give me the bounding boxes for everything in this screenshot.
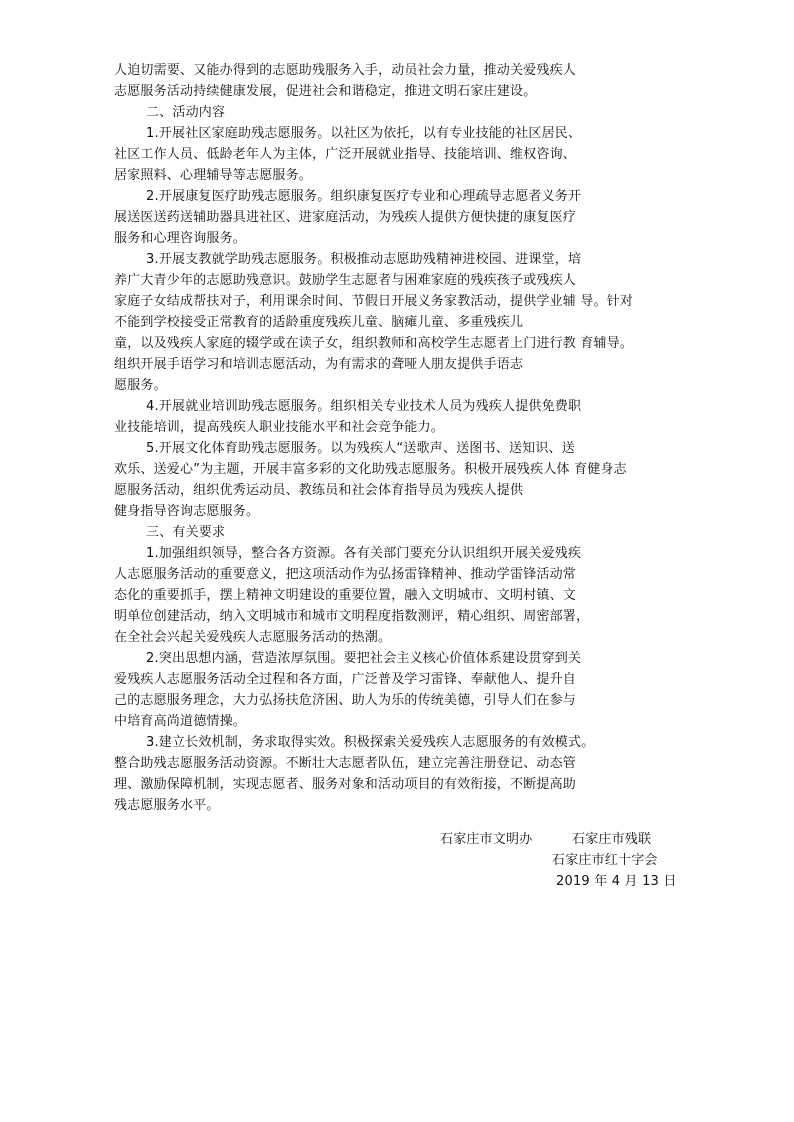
body-line-9: 服务和心理咨询服务。 [114,231,247,246]
body-line-26: 态化的重要抓手，摆上精神文明建设的重要位置，融入文明城市、文明村镇、文 [114,588,577,603]
body-line-12: 家庭子女结成帮扶对子，利用课余时间、节假日开展义务家教活动，提供学业辅 导。针对 [114,294,634,309]
body-line-21: 愿服务活动，组织优秀运动员、教练员和社会体育指导员为残疾人提供 [114,483,524,498]
body-line-17: 4.开展就业培训助残志愿服务。组织相关专业技术人员为残疾人提供免费职 [146,399,582,414]
body-line-27: 明单位创建活动，纳入文明城市和城市文明程度指数测评，精心组织、周密部署， [114,609,590,624]
body-line-11: 养广大青少年的志愿助残意识。鼓励学生志愿者与困难家庭的残疾孩子或残疾人 [114,273,577,288]
signature-org-civilization-office: 石家庄市文明办 [440,832,533,847]
body-line-28: 在全社会兴起关爱残疾人志愿服务活动的热潮。 [114,630,392,645]
body-line-36: 残志愿服务水平。 [114,798,220,813]
body-line-15: 组织开展手语学习和培训志愿活动，为有需求的聋哑人朋友提供手语志 [114,357,524,372]
body-line-31: 己的志愿服务理念，大力弘扬扶危济困、助人为乐的传统美德，引导人们在参与 [114,693,577,708]
body-line-30: 爱残疾人志愿服务活动全过程和各方面，广泛普及学习雷锋、奉献他人、提升自 [114,672,577,687]
body-line-24: 1.加强组织领导，整合各方资源。各有关部门要充分认识组织开展关爱残疾 [146,546,582,561]
body-line-10: 3.开展支教就学助残志愿服务。积极推动志愿助残精神进校园、进课堂，培 [146,252,582,267]
body-line-16: 愿服务。 [114,378,167,393]
body-line-5: 社区工作人员、低龄老年人为主体，广泛开展就业指导、技能培训、维权咨询、 [114,147,577,162]
body-line-29: 2.突出思想内涵，营造浓厚氛围。要把社会主义核心价值体系建设贯穿到关 [146,651,582,666]
body-line-8: 展送医送药送辅助器具进社区、进家庭活动，为残疾人提供方便快捷的康复医疗 [114,210,577,225]
signature-date: 2019 年 4 月 13 日 [556,874,677,889]
body-line-7: 2.开展康复医疗助残志愿服务。组织康复医疗专业和心理疏导志愿者义务开 [146,189,582,204]
body-line-4: 1.开展社区家庭助残志愿服务。以社区为依托，以有专业技能的社区居民、 [146,126,582,141]
body-line-18: 业技能培训，提高残疾人职业技能水平和社会竞争能力。 [114,420,445,435]
body-line-6: 居家照料、心理辅导等志愿服务。 [114,168,313,183]
body-line-33: 3.建立长效机制，务求取得实效。积极探索关爱残疾人志愿服务的有效模式。 [146,735,595,750]
section-heading-activities: 二、活动内容 [146,105,226,120]
body-line-34: 整合助残志愿服务活动资源。不断壮大志愿者队伍，建立完善注册登记、动态管 [114,756,577,771]
body-line-2: 志愿服务活动持续健康发展，促进社会和谐稳定，推进文明石家庄建设。 [114,84,537,99]
body-line-25: 人志愿服务活动的重要意义，把这项活动作为弘扬雷锋精神、推动学雷锋活动常 [114,567,577,582]
body-line-14: 童，以及残疾人家庭的辍学或在读子女，组织教师和高校学生志愿者上门进行教 育辅导。 [114,336,634,351]
body-line-35: 理、激励保障机制，实现志愿者、服务对象和活动项目的有效衔接，不断提高助 [114,777,577,792]
body-line-20: 欢乐、送爱心”为主题，开展丰富多彩的文化助残志愿服务。积极开展残疾人体 育健身志 [114,462,627,477]
body-line-19: 5.开展文化体育助残志愿服务。以为残疾人“送歌声、送图书、送知识、送 [146,441,575,456]
body-line-13: 不能到学校接受正常教育的适龄重度残疾儿童、脑瘫儿童、多重残疾儿 [114,315,524,330]
signature-org-disabled-federation: 石家庄市残联 [572,832,652,847]
section-heading-requirements: 三、有关要求 [146,525,226,540]
body-line-32: 中培育高尚道德情操。 [114,714,247,729]
body-line-1: 人迫切需要、又能办得到的志愿助残服务入手，动员社会力量，推动关爱残疾人 [114,63,577,78]
signature-org-red-cross: 石家庄市红十字会 [552,853,658,868]
body-line-22: 健身指导咨询志愿服务。 [114,504,260,519]
